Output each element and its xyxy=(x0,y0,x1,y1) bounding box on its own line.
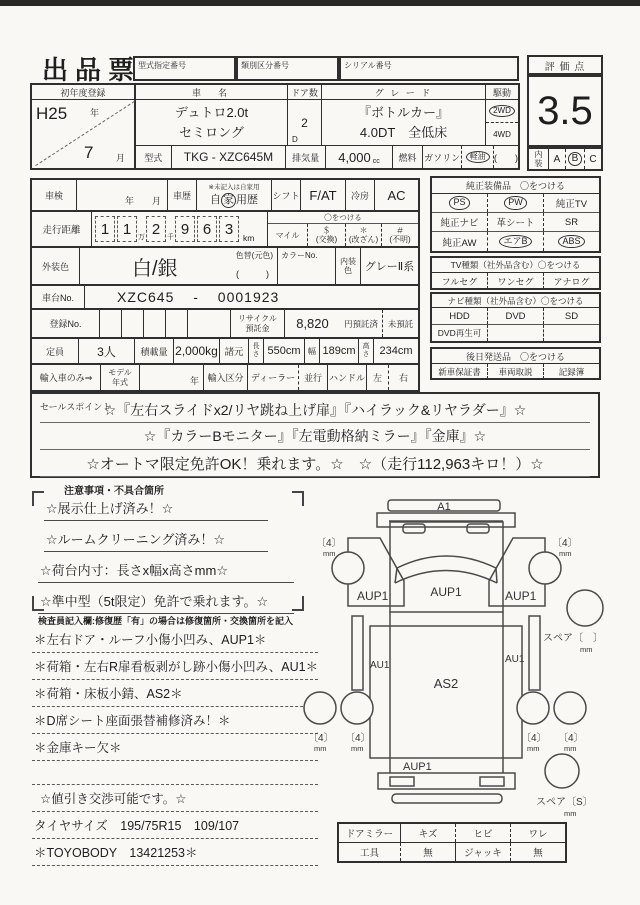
grade-value: 『ボトルカー』 4.0DT 全低床 xyxy=(322,100,486,145)
mm-label: mm xyxy=(314,744,327,753)
drive-label: 駆動 xyxy=(492,87,511,98)
tv-oneseg: ワンセグ xyxy=(488,273,544,289)
inspector-line-2: ＊荷箱・左右R扉看板剥がし跡小傷小凹み、AU1＊ xyxy=(32,653,318,680)
rating-score: 3.5 xyxy=(527,75,603,147)
model-designation-no-box: 型式指定番号 xyxy=(133,56,236,81)
spare-top-label: スペア〔 〕 xyxy=(543,633,603,644)
navi-dvd-playable: DVD再生可 xyxy=(432,325,488,341)
history-note: ※未記入は自家用 xyxy=(208,183,260,191)
model-year-value: 年 xyxy=(140,365,204,390)
mm-label: mm xyxy=(527,744,540,753)
sales-line-1: ☆『左右スライドx2/リヤ跳ね上げ扉』『ハイラック&リヤラダー』☆ xyxy=(40,397,590,423)
regno-cell xyxy=(166,310,188,337)
front-bumper xyxy=(377,513,515,527)
diagram-a1-label: A1 xyxy=(437,501,451,513)
sen-unit: 千 xyxy=(167,234,174,241)
capacity-label: 定員 xyxy=(32,339,79,363)
oem-equipment-header: 純正装備品 〇をつける xyxy=(432,178,599,194)
inspector-line-1: ＊左右ドア・ルーフ小傷小凹み、AUP1＊ xyxy=(32,626,318,653)
width-value: 189cm xyxy=(320,339,359,363)
mark-tampered: ＊ (改ざん) xyxy=(346,224,382,246)
sales-points-label: セールスポイント xyxy=(40,402,112,412)
navi-empty-cell xyxy=(544,325,599,341)
inspector-line-blank xyxy=(32,761,318,785)
recycle-amount: 8,820 xyxy=(296,316,329,331)
mm-label: mm xyxy=(564,809,577,818)
front-left-wheel xyxy=(332,552,364,584)
shift-label: シフト xyxy=(272,180,301,210)
color-no-label: カラーNo. xyxy=(278,248,336,284)
import-parallel: 並行 xyxy=(299,365,328,390)
mileage-digits xyxy=(92,212,268,246)
fuel-diesel: 軽油 xyxy=(462,146,494,168)
height-value: 234cm xyxy=(379,345,413,357)
mark-unknown: ＃ (不明) xyxy=(389,225,411,244)
cautions-label: 注意事項・不具合箇所 xyxy=(64,486,164,497)
regno-cell xyxy=(188,310,231,337)
model-code-value: TKG - XZC645M xyxy=(172,146,287,168)
crack-label: ヒビ xyxy=(456,824,511,842)
inspector-line-4: ＊D席シート座面張替補修済み！＊ xyxy=(32,707,318,734)
navi-empty-cell xyxy=(488,325,544,341)
tools-label: 工具 xyxy=(339,843,401,861)
windshield-top xyxy=(397,556,496,568)
shaken-label: 車検 xyxy=(32,180,77,210)
first-registration-label: 初年度登録 xyxy=(32,85,134,100)
tools-none: 無 xyxy=(401,843,456,861)
right-rail xyxy=(529,616,540,690)
sales-line-3: ☆オートマ限定免許OK！乗れます。☆ ☆（走行112,963キロ！）☆ xyxy=(40,450,590,477)
inspector-header: 検査員記入欄:修復歴「有」の場合は修復箇所・交換箇所を記入 xyxy=(38,616,293,626)
serial-no-box: シリアル番号 xyxy=(339,56,519,81)
mileage-label: 走行距離 xyxy=(32,212,92,246)
mark-exchange: ＄ (交換) xyxy=(308,224,346,246)
scratch-label: キズ xyxy=(401,824,456,842)
fuel-label: 燃料 xyxy=(393,146,423,168)
drive-4wd: 4WD xyxy=(493,129,511,139)
digit-box: 1 xyxy=(117,216,137,242)
later-manual: 車両取説 xyxy=(488,364,544,379)
break-label: ワレ xyxy=(528,829,548,840)
door-mirror-label: ドアミラー xyxy=(339,824,401,842)
load-label: 積載量 xyxy=(135,339,174,363)
interior-grade-a: A xyxy=(549,149,566,169)
class-division-no-box: 類別区分番号 xyxy=(236,56,339,81)
wheel-size-label: 〔4〕 xyxy=(345,733,371,744)
wheel-size-label: 〔4〕 xyxy=(316,538,342,549)
drive-2wd: 2WD xyxy=(486,100,518,123)
navi-dvd: DVD xyxy=(488,308,544,324)
equip-airbag: エアB xyxy=(488,232,544,251)
exterior-color-label: 外装色 xyxy=(32,248,80,284)
model-code-label: 型式 xyxy=(136,146,172,168)
diagram-aup1-rear: AUP1 xyxy=(403,761,432,773)
windshield-bottom xyxy=(395,571,497,584)
mark-mile: マイル xyxy=(268,224,308,246)
history-value: ※未記入は自家用 自 家 用歴 xyxy=(197,180,272,210)
bracket-corner xyxy=(32,596,44,611)
front-right-wheel xyxy=(529,552,561,584)
caution-line-2: ☆ルームクリーニング済み！☆ xyxy=(44,527,268,552)
later-warranty: 新車保証書 xyxy=(432,364,488,379)
interior-grade-label: 内 装 xyxy=(529,149,549,169)
car-name-value: デュトロ2.0t セミロング xyxy=(136,100,288,145)
wheel-size-label: 〔4〕 xyxy=(552,538,578,549)
rating-header: 評 価 点 xyxy=(527,55,603,75)
load-value: 2,000kg xyxy=(174,339,220,363)
navi-type-header: ナビ種類（社外品含む）〇をつける xyxy=(432,294,599,308)
first-registration-year: H25 xyxy=(36,104,68,123)
equip-oem-navi: 純正ナビ xyxy=(432,213,488,231)
navi-hdd: HDD xyxy=(432,308,488,324)
mm-label: mm xyxy=(559,549,572,558)
inspector-line-5: ＊金庫キー欠＊ xyxy=(32,734,318,761)
doors-sub: D xyxy=(292,135,298,144)
mm-label: mm xyxy=(323,549,336,558)
cargo-box-outer xyxy=(370,626,522,758)
digit-box: 2 xyxy=(146,216,166,242)
model-year-label: モデル 年式 xyxy=(101,365,140,390)
year-unit: 年 xyxy=(90,108,100,118)
spare-tire-top xyxy=(567,590,603,626)
digit-box: 9 xyxy=(175,216,195,242)
cc-unit: cc xyxy=(372,157,380,165)
chassis-no-value: XZC645 - 0001923 xyxy=(117,289,280,305)
interior-color-value: グレーⅡ系 xyxy=(364,261,415,273)
handle-right: 右 xyxy=(398,373,408,383)
inspector-line-body: ＊TOYOBODY 13421253＊ xyxy=(32,839,318,866)
interior-color-label: 内装 色 xyxy=(336,248,361,284)
wheel-size-label: 〔4〕 xyxy=(521,733,547,744)
equip-ps: PS xyxy=(432,194,488,212)
tv-fullseg: フルセグ xyxy=(432,273,488,289)
diagram-au1-left: AU1 xyxy=(370,660,390,671)
exterior-color-value: 白/銀 色替(元色) ( ) xyxy=(80,248,278,284)
mileage-mark-header: 〇をつける xyxy=(268,212,418,224)
equip-leather-seat: 革シート xyxy=(488,213,544,231)
interior-grade-b: B xyxy=(566,149,585,169)
jack-label: ジャッキ xyxy=(456,843,511,861)
diagram-aup1-center: AUP1 xyxy=(430,585,462,599)
length-value: 550cm xyxy=(264,339,305,363)
regno-cell xyxy=(122,310,144,337)
height-label: 高 さ xyxy=(359,339,374,363)
width-label: 幅 xyxy=(305,339,320,363)
interior-grade-c: C xyxy=(589,153,597,165)
tv-analog: アナログ xyxy=(553,276,590,287)
month-unit: 月 xyxy=(116,153,126,163)
doors-value: 2 D xyxy=(288,100,322,145)
equip-sr: SR xyxy=(564,216,579,228)
fuel-other: ( ) xyxy=(494,152,519,163)
digit-box: 3 xyxy=(219,216,239,242)
mm-label: mm xyxy=(564,744,577,753)
ac-value: AC xyxy=(387,187,406,203)
scan-top-edge xyxy=(0,0,640,6)
import-division-label: 輸入区分 xyxy=(204,365,248,390)
sales-line-2: ☆『カラーBモニター』『左電動格納ミラー』『金庫』☆ xyxy=(40,423,590,450)
man-unit: 万 xyxy=(138,234,145,241)
equip-abs: ABS xyxy=(544,232,599,251)
navi-sd: SD xyxy=(564,310,579,322)
handle-left: 左 xyxy=(367,365,389,390)
import-only-label: 輸入車のみ⇒ xyxy=(32,365,101,390)
equip-oem-tv: 純正TV xyxy=(555,199,588,210)
grade-label: グ レ ー ド xyxy=(322,85,486,99)
mm-label: mm xyxy=(580,645,593,654)
doors-label: ドア数 xyxy=(288,85,322,99)
left-rail xyxy=(352,616,363,690)
spare-rear-label: スペア〔S〕 xyxy=(536,797,593,808)
recolor-label: 色替(元色) xyxy=(235,251,273,260)
caution-line-1: ☆展示仕上げ済み！☆ xyxy=(44,496,268,521)
inspector-line-discount: ☆値引き交渉可能です。☆ xyxy=(32,785,318,812)
regno-cell xyxy=(100,310,122,337)
shift-value: F/AT xyxy=(301,180,346,210)
chassis-no-label: 車台No. xyxy=(32,286,85,308)
length-label: 長 さ xyxy=(249,339,264,363)
digit-box: 1 xyxy=(95,216,115,242)
rear-left-wheel-1 xyxy=(304,692,336,724)
ac-label: 冷房 xyxy=(346,180,375,210)
diagram-as2-label: AS2 xyxy=(433,676,459,691)
later-shipment-header: 後日発送品 〇をつける xyxy=(432,349,599,364)
digit-box: 6 xyxy=(197,216,217,242)
fuel-gasoline: ガソリン xyxy=(423,146,463,168)
inspector-line-tires: タイヤサイズ 195/75R15 109/107 xyxy=(32,812,318,839)
diagram-aup1-left: AUP1 xyxy=(357,589,389,603)
truck-damage-diagram xyxy=(300,486,640,836)
recycle-unpaid: 未預託 xyxy=(387,318,414,329)
import-dealer: ディーラー xyxy=(248,365,299,390)
recolor-value: ( ) xyxy=(236,269,269,279)
caution-line-4: ☆準中型（5t限定）免許で乗れます。☆ xyxy=(38,589,294,614)
equip-oem-aw: 純正AW xyxy=(432,232,488,251)
wheel-size-label: 〔4〕 xyxy=(558,733,584,744)
car-name-label: 車 名 xyxy=(136,85,288,99)
equip-pw: PW xyxy=(488,194,544,212)
recycle-paid: 円預託済 xyxy=(340,310,383,337)
rear-bumper xyxy=(392,794,502,803)
displacement-label: 排気量 xyxy=(286,146,326,168)
caution-line-3: ☆荷台内寸：長さx幅x高さmm☆ xyxy=(38,558,294,583)
diagram-au1-right: AU1 xyxy=(505,654,525,665)
tv-type-header: TV種類（社外品含む）〇をつける xyxy=(432,258,599,273)
diagram-aup1-right: AUP1 xyxy=(505,589,537,603)
history-label: 車歴 xyxy=(168,180,197,210)
page-title: 出品票 xyxy=(42,55,142,85)
rear-right-wheel-2 xyxy=(554,692,586,724)
first-registration-block xyxy=(32,85,136,168)
jack-none: 無 xyxy=(533,848,543,859)
regno-cell xyxy=(144,310,166,337)
first-registration-month: 7 xyxy=(84,143,94,162)
recycle-deposit-label: リサイクル 預託金 xyxy=(231,310,285,337)
inspector-line-3: ＊荷箱・床板小錆、AS2＊ xyxy=(32,680,318,707)
rear-left-wheel-2 xyxy=(341,692,373,724)
displacement-value: 4,000 cc xyxy=(326,146,393,168)
spec-label: 諸元 xyxy=(220,339,249,363)
spare-tire-rear xyxy=(545,754,579,788)
shaken-value: 年 月 xyxy=(77,180,168,210)
registration-no-label: 登録No. xyxy=(32,310,100,337)
capacity-value: 3人 xyxy=(79,339,135,363)
km-unit: km xyxy=(243,233,255,243)
bracket-corner xyxy=(32,491,44,506)
rear-right-wheel-1 xyxy=(517,692,549,724)
mm-label: mm xyxy=(351,744,364,753)
wheel-size-label: 〔4〕 xyxy=(308,733,334,744)
handle-label: ハンドル xyxy=(328,365,367,390)
later-record-book: 記録簿 xyxy=(558,366,585,377)
